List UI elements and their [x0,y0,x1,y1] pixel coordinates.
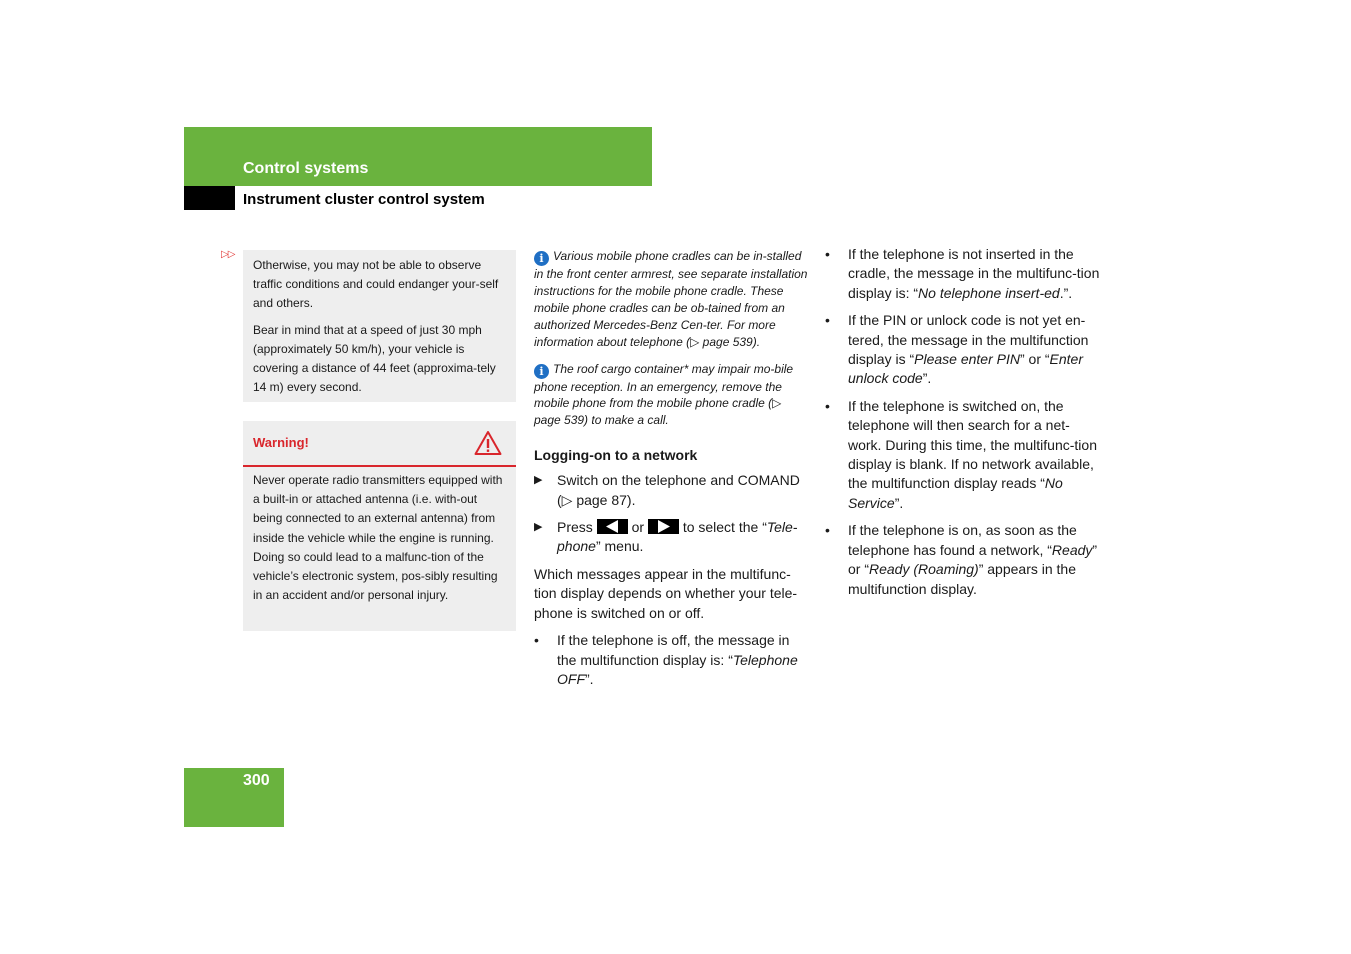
right-column [825,245,1100,607]
list-item-text: If the telephone is on, as soon as the telephone has found a network, “ [848,522,1077,558]
step-text: to select the “ [682,519,767,536]
display-message: No Service [848,475,1063,511]
display-message: Enter unlock code [848,351,1084,387]
display-message: Ready [1051,541,1093,558]
list-item-text: If the telephone is switched on, the telephone will then search for a net-work. During this time, the multifunc-tion display is blank. If no network available, the multifunction display reads “ [848,397,1097,492]
note-paragraph: Otherwise, you may not be able to observe traffic conditions and could endanger your-self and others. [253,258,499,311]
step-arrow-icon: ▶ [534,521,543,534]
step-arrow-icon: ▶ [534,474,543,487]
step-text: Switch on the telephone and COMAND (▷ page 87). [557,472,800,508]
continuation-marker: ▷▷ [221,249,235,260]
display-message: Please enter PIN [914,351,1020,368]
warning-label: Warning! [253,435,309,450]
note-box [243,250,516,402]
info-note [534,248,810,351]
list-item-end: ”. [894,494,904,511]
info-note-text: The roof cargo container* may impair mo-bile phone reception. In an emergency, remove the mobile phone from the mobile phone cradle (▷ page 539) to make a call. [534,361,794,428]
step-press-text: Press [557,519,593,536]
step-text-end: ” menu. [595,538,644,555]
page-number: 300 [243,772,270,789]
list-item-text: If the telephone is off, the message in the multifunction display is: “ [557,632,790,668]
note-paragraph: Bear in mind that at a speed of just 30 mph (approximately 50 km/h), your vehicle is covering a distance of 44 feet (approxima-tely 14 m) every second. [253,322,496,395]
warning-header [243,421,516,467]
display-message: Telephone OFF [557,651,798,687]
info-icon: i [534,251,549,266]
step-or-text: or [631,519,645,536]
middle-column [534,248,810,697]
right-arrow-key-icon [648,519,679,534]
section-subtitle: Instrument cluster control system [243,191,485,208]
menu-name: Tele-phone [557,519,798,555]
list-item-end: .”. [1059,284,1073,301]
list-item: • If the telephone is on, as soon as the telephone has found a network, “Ready” or “Ready (Roaming)” appears in the multifunction display. [825,522,1098,597]
left-arrow-key-icon [597,519,628,534]
chapter-title: Control systems [243,160,369,177]
info-note [534,361,810,430]
list-item: • If the PIN or unlock code is not yet en-tered, the message in the multifunction display is “Please enter PIN” or “Enter unlock code”. [825,312,1089,387]
warning-body: Never operate radio transmitters equipped with a built-in or attached antenna (i.e. with-out being connected to an external antenna) from inside the vehicle while the engine is running. Doing so could lead to a malfunc-tion of the vehicle’s electronic system, pos-sibly resulting in an accident and/or personal injury. [243,467,516,631]
list-item-text: If the PIN or unlock code is not yet en-tered, the message in the multifunction display is “ [848,312,1089,368]
section-heading: Logging-on to a network [534,447,698,464]
list-item-end: ” appears in the multifunction display. [848,561,1077,597]
list-item-mid: ” or “ [1019,351,1050,368]
warning-triangle-icon [474,430,502,456]
list-item-mid: ” or “ [848,541,1098,578]
list-item: • If the telephone is switched on, the telephone will then search for a net-work. During this time, the multifunc-tion display is blank. If no network available, the multifunction display reads “No Service”. [825,397,1097,511]
section-tab [184,186,235,210]
list-item-end: ”. [922,370,932,387]
list-item: • If the telephone is not inserted in the cradle, the message in the multifunc-tion display is: “No telephone insert-ed.”. [825,246,1100,301]
list-item-text: If the telephone is not inserted in the cradle, the message in the multifunc-tion display is: “ [848,246,1100,301]
instruction-step [534,518,810,557]
display-message: Ready (Roaming) [869,561,979,578]
info-icon: i [534,364,549,379]
display-message: No telephone insert-ed [918,284,1060,301]
instruction-step [534,471,810,510]
list-item: • If the telephone is off, the message in the multifunction display is: “Telephone OFF”. [534,632,798,687]
intro-paragraph: Which messages appear in the multifunc-tion display depends on whether your tele-phone is switched on or off. [534,565,798,621]
list-item-end: ”. [585,670,594,687]
info-note-text: Various mobile phone cradles can be in-stalled in the front center armrest, see separate installation instructions for the mobile phone cradle. These mobile phone cradles can be ob-tained from an authorized Mercedes-Benz Cen-ter. For more information about telephone (▷ page 539). [534,249,808,349]
